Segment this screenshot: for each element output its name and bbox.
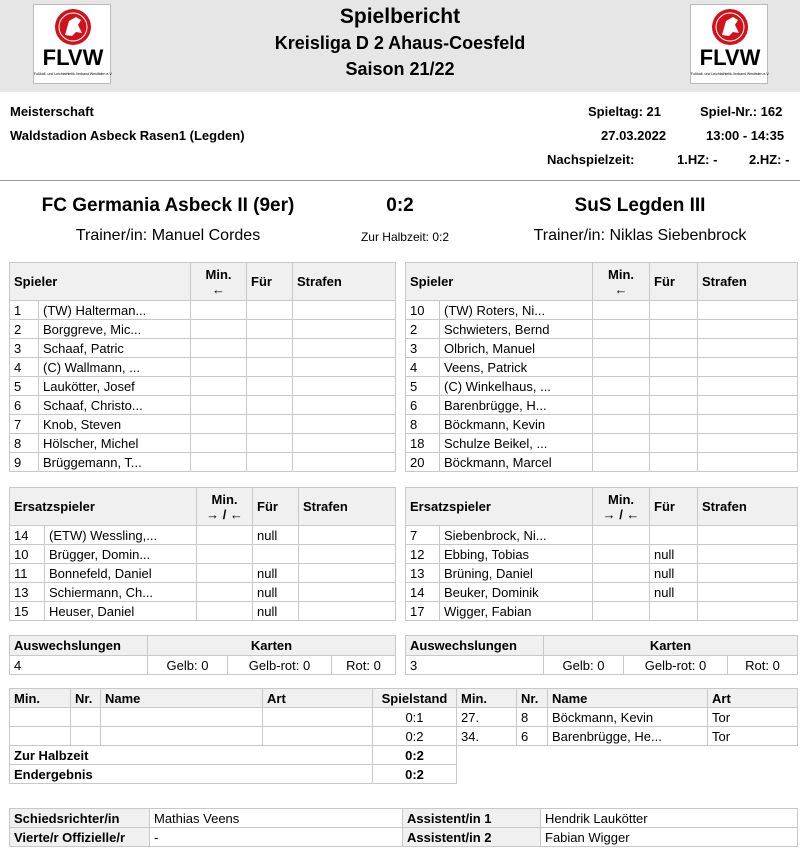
player-name: Böckmann, Kevin xyxy=(440,415,593,434)
player-number: 2 xyxy=(406,320,440,339)
empty-cell xyxy=(293,358,396,377)
player-name: (C) Wallmann, ... xyxy=(39,358,191,377)
player-name: Borggreve, Mic... xyxy=(39,320,191,339)
player-name: Olbrich, Manuel xyxy=(440,339,593,358)
col-penalties: Strafen xyxy=(698,488,798,526)
table-row xyxy=(10,453,396,472)
red-cards: Rot: 0 xyxy=(332,656,396,675)
empty-cell xyxy=(698,602,798,621)
table-row xyxy=(406,434,798,453)
col-name: Name xyxy=(548,689,708,708)
player-number: 18 xyxy=(406,434,440,453)
table-row xyxy=(406,545,798,564)
table-row xyxy=(406,396,798,415)
events-table xyxy=(9,688,798,784)
player-name: Schulze Beikel, ... xyxy=(440,434,593,453)
player-name: Brüning, Daniel xyxy=(440,564,593,583)
empty-cell xyxy=(698,415,798,434)
player-number: 17 xyxy=(406,602,440,621)
table-row xyxy=(10,396,396,415)
empty-cell xyxy=(698,301,798,320)
score-cell: 0:1 xyxy=(373,708,457,727)
empty-cell xyxy=(197,545,253,564)
svg-text:Fußball- und Leichtathletik-Ve: Fußball- und Leichtathletik-Verband Westfalen e.V. xyxy=(34,72,112,76)
home-coach: Trainer/in: Manuel Cordes xyxy=(75,227,261,244)
empty-cell xyxy=(247,301,293,320)
empty-cell xyxy=(698,564,798,583)
empty-cell xyxy=(698,339,798,358)
assistant2-label: Assistent/in 2 xyxy=(403,828,541,847)
player-number: 3 xyxy=(10,339,39,358)
assistant2-name: Fabian Wigger xyxy=(541,828,798,847)
empty-cell xyxy=(247,434,293,453)
player-name: (TW) Halterman... xyxy=(39,301,191,320)
subs-count-label: Auswechslungen xyxy=(406,636,544,656)
empty-cell xyxy=(191,301,247,320)
empty-cell xyxy=(247,396,293,415)
empty-cell xyxy=(197,526,253,545)
event-type: Tor xyxy=(708,727,798,746)
player-number: 12 xyxy=(406,545,440,564)
empty-cell xyxy=(698,377,798,396)
empty-cell xyxy=(650,434,698,453)
fourth-official-name: - xyxy=(150,828,403,847)
table-row xyxy=(406,564,798,583)
empty-cell xyxy=(293,396,396,415)
empty-cell xyxy=(650,396,698,415)
sub-for: null xyxy=(253,602,299,621)
officials-table xyxy=(9,808,798,847)
empty-cell xyxy=(593,583,650,602)
table-row xyxy=(10,545,396,564)
empty-cell xyxy=(293,339,396,358)
player-number: 6 xyxy=(10,396,39,415)
table-row xyxy=(10,377,396,396)
table-row xyxy=(10,727,798,746)
empty-cell xyxy=(593,434,650,453)
empty-cell xyxy=(593,526,650,545)
col-for: Für xyxy=(650,263,698,301)
player-name: Siebenbrock, Ni... xyxy=(440,526,593,545)
event-name: Barenbrügge, He... xyxy=(548,727,708,746)
sub-for xyxy=(650,602,698,621)
event-nr: 6 xyxy=(517,727,548,746)
subs-count: 3 xyxy=(406,656,544,675)
col-sub-player: Ersatzspieler xyxy=(406,488,593,526)
col-nr: Nr. xyxy=(71,689,101,708)
col-score: Spielstand xyxy=(373,689,457,708)
empty-cell xyxy=(299,583,396,602)
event-nr: 8 xyxy=(517,708,548,727)
empty-cell xyxy=(650,301,698,320)
empty-cell xyxy=(593,564,650,583)
table-row xyxy=(406,339,798,358)
player-number: 9 xyxy=(10,453,39,472)
empty-cell xyxy=(247,358,293,377)
empty-cell xyxy=(299,602,396,621)
empty-cell xyxy=(698,358,798,377)
player-name: Schwieters, Bernd xyxy=(440,320,593,339)
divider xyxy=(0,180,800,181)
player-name: Knob, Steven xyxy=(39,415,191,434)
player-name: (TW) Roters, Ni... xyxy=(440,301,593,320)
empty-cell xyxy=(197,564,253,583)
table-header xyxy=(10,263,396,301)
player-name: Schaaf, Christo... xyxy=(39,396,191,415)
empty-cell xyxy=(593,545,650,564)
player-name: Böckmann, Marcel xyxy=(440,453,593,472)
empty-cell xyxy=(698,396,798,415)
player-number: 1 xyxy=(10,301,39,320)
matchday: Spieltag: 21 xyxy=(588,104,661,119)
player-number: 2 xyxy=(10,320,39,339)
sub-for: null xyxy=(253,526,299,545)
sub-for: null xyxy=(253,583,299,602)
col-min: Min. → / ← xyxy=(593,488,650,526)
col-type: Art xyxy=(263,689,373,708)
col-min: Min. → / ← xyxy=(197,488,253,526)
empty-cell xyxy=(650,415,698,434)
player-name: Wigger, Fabian xyxy=(440,602,593,621)
col-for: Für xyxy=(253,488,299,526)
player-number: 4 xyxy=(10,358,39,377)
col-min: Min. ← xyxy=(191,263,247,301)
table-row xyxy=(10,301,396,320)
yellow-cards: Gelb: 0 xyxy=(544,656,624,675)
sub-for: null xyxy=(650,545,698,564)
empty-cell xyxy=(247,453,293,472)
empty-cell xyxy=(698,320,798,339)
table-row xyxy=(406,583,798,602)
match-date: 27.03.2022 xyxy=(601,128,667,143)
event-min: 27. xyxy=(457,708,517,727)
table-header xyxy=(10,488,396,526)
sub-for: null xyxy=(253,564,299,583)
away-coach: Trainer/in: Niklas Siebenbrock xyxy=(533,227,747,244)
empty-cell xyxy=(593,320,650,339)
table-row xyxy=(10,358,396,377)
player-number: 13 xyxy=(406,564,440,583)
player-name: Laukötter, Josef xyxy=(39,377,191,396)
home-subs-table xyxy=(9,487,396,621)
empty-cell xyxy=(293,453,396,472)
extra-time-hz2: 2.HZ: - xyxy=(749,152,790,167)
away-subs-cards-table xyxy=(405,635,798,675)
empty-cell xyxy=(197,602,253,621)
competition: Meisterschaft xyxy=(10,104,94,119)
empty-cell xyxy=(293,377,396,396)
player-number: 8 xyxy=(10,434,39,453)
red-cards: Rot: 0 xyxy=(728,656,798,675)
sub-for xyxy=(253,545,299,564)
home-subs-cards-table xyxy=(9,635,396,675)
subs-count: 4 xyxy=(10,656,148,675)
away-subs-table xyxy=(405,487,798,621)
player-number: 13 xyxy=(10,583,45,602)
player-number: 10 xyxy=(406,301,440,320)
yellow-red-cards: Gelb-rot: 0 xyxy=(624,656,728,675)
player-name: Bonnefeld, Daniel xyxy=(45,564,197,583)
referee-name: Mathias Veens xyxy=(150,809,403,828)
empty-cell xyxy=(698,434,798,453)
player-name: Barenbrügge, H... xyxy=(440,396,593,415)
player-name: Brügger, Domin... xyxy=(45,545,197,564)
empty-cell xyxy=(593,453,650,472)
empty-cell xyxy=(191,453,247,472)
svg-text:FLVW: FLVW xyxy=(699,45,761,70)
cards-label: Karten xyxy=(148,636,396,656)
player-number: 11 xyxy=(10,564,45,583)
yellow-cards: Gelb: 0 xyxy=(148,656,228,675)
league-title: Kreisliga D 2 Ahaus-Coesfeld xyxy=(274,33,526,53)
empty-cell xyxy=(593,602,650,621)
player-number: 5 xyxy=(10,377,39,396)
sub-for: null xyxy=(650,583,698,602)
player-name: Heuser, Daniel xyxy=(45,602,197,621)
table-row xyxy=(406,358,798,377)
table-row xyxy=(406,301,798,320)
empty-cell xyxy=(191,358,247,377)
empty-cell xyxy=(593,358,650,377)
player-name: (ETW) Wessling,... xyxy=(45,526,197,545)
empty-cell xyxy=(247,320,293,339)
table-row xyxy=(10,415,396,434)
empty-cell xyxy=(650,339,698,358)
empty-cell xyxy=(650,358,698,377)
assistant1-label: Assistent/in 1 xyxy=(403,809,541,828)
player-number: 7 xyxy=(406,526,440,545)
table-header xyxy=(406,263,798,301)
empty-cell xyxy=(299,526,396,545)
col-for: Für xyxy=(247,263,293,301)
empty-cell xyxy=(650,320,698,339)
sub-for: null xyxy=(650,564,698,583)
page-title: Spielbericht xyxy=(339,5,461,28)
empty-cell xyxy=(593,415,650,434)
table-header xyxy=(406,488,798,526)
empty-cell xyxy=(650,453,698,472)
col-min: Min. xyxy=(10,689,71,708)
venue: Waldstadion Asbeck Rasen1 (Legden) xyxy=(10,128,245,143)
event-min: 34. xyxy=(457,727,517,746)
final-score: 0:2 xyxy=(386,195,414,216)
empty-cell xyxy=(293,320,396,339)
svg-text:Fußball- und Leichtathletik-Ve: Fußball- und Leichtathletik-Verband Westfalen e.V. xyxy=(691,72,769,76)
extra-time-hz1: 1.HZ: - xyxy=(677,152,718,167)
col-penalties: Strafen xyxy=(299,488,396,526)
sub-for xyxy=(650,526,698,545)
cards-label: Karten xyxy=(544,636,798,656)
empty-cell xyxy=(197,583,253,602)
col-min: Min. xyxy=(457,689,517,708)
match-number: Spiel-Nr.: 162 xyxy=(700,104,783,119)
halftime-score: Zur Halbzeit: 0:2 xyxy=(360,230,450,244)
table-row xyxy=(10,602,396,621)
player-number: 7 xyxy=(10,415,39,434)
empty-cell xyxy=(593,377,650,396)
away-players-table xyxy=(405,262,798,472)
player-number: 8 xyxy=(406,415,440,434)
player-number: 20 xyxy=(406,453,440,472)
match-time: 13:00 - 14:35 xyxy=(706,128,785,143)
empty-cell xyxy=(698,545,798,564)
col-nr: Nr. xyxy=(517,689,548,708)
empty-cell xyxy=(650,377,698,396)
empty-cell xyxy=(191,377,247,396)
col-for: Für xyxy=(650,488,698,526)
flvw-logo-right xyxy=(690,4,768,84)
table-row xyxy=(10,526,396,545)
player-number: 6 xyxy=(406,396,440,415)
empty-cell xyxy=(191,339,247,358)
table-row xyxy=(10,583,396,602)
home-team-name: FC Germania Asbeck II (9er) xyxy=(41,195,295,216)
empty-cell xyxy=(247,377,293,396)
svg-text:FLVW: FLVW xyxy=(42,45,104,70)
player-name: Schaaf, Patric xyxy=(39,339,191,358)
empty-cell xyxy=(593,396,650,415)
empty-cell xyxy=(191,415,247,434)
col-penalties: Strafen xyxy=(293,263,396,301)
season-title: Saison 21/22 xyxy=(345,59,455,79)
col-min: Min. ← xyxy=(593,263,650,301)
flvw-logo-left xyxy=(33,4,111,84)
player-name: Hölscher, Michel xyxy=(39,434,191,453)
empty-cell xyxy=(293,434,396,453)
empty-cell xyxy=(247,415,293,434)
player-number: 14 xyxy=(406,583,440,602)
col-sub-player: Ersatzspieler xyxy=(10,488,197,526)
empty-cell xyxy=(293,415,396,434)
empty-cell xyxy=(293,301,396,320)
empty-cell xyxy=(698,526,798,545)
referee-label: Schiedsrichter/in xyxy=(10,809,150,828)
table-row xyxy=(10,564,396,583)
table-row xyxy=(10,434,396,453)
empty-cell xyxy=(191,434,247,453)
event-type: Tor xyxy=(708,708,798,727)
col-player: Spieler xyxy=(10,263,191,301)
empty-cell xyxy=(593,339,650,358)
player-number: 10 xyxy=(10,545,45,564)
empty-cell xyxy=(299,564,396,583)
yellow-red-cards: Gelb-rot: 0 xyxy=(228,656,332,675)
empty-cell xyxy=(191,396,247,415)
player-number: 5 xyxy=(406,377,440,396)
player-number: 4 xyxy=(406,358,440,377)
score-cell: 0:2 xyxy=(373,727,457,746)
table-row xyxy=(10,708,798,727)
table-row xyxy=(406,453,798,472)
assistant1-name: Hendrik Laukötter xyxy=(541,809,798,828)
title-block xyxy=(150,4,650,82)
col-name: Name xyxy=(101,689,263,708)
table-row xyxy=(10,320,396,339)
player-name: Beuker, Dominik xyxy=(440,583,593,602)
table-row xyxy=(406,526,798,545)
col-penalties: Strafen xyxy=(698,263,798,301)
extra-time-label: Nachspielzeit: xyxy=(547,152,635,167)
player-number: 14 xyxy=(10,526,45,545)
halftime-result: 0:2 xyxy=(373,746,457,765)
empty-cell xyxy=(247,339,293,358)
empty-cell xyxy=(299,545,396,564)
table-row xyxy=(10,339,396,358)
table-row xyxy=(406,415,798,434)
player-number: 15 xyxy=(10,602,45,621)
player-name: Brüggemann, T... xyxy=(39,453,191,472)
away-team-name: SuS Legden III xyxy=(574,195,706,216)
final-result: 0:2 xyxy=(373,765,457,784)
final-label: Endergebnis xyxy=(10,765,373,784)
table-row xyxy=(406,377,798,396)
col-player: Spieler xyxy=(406,263,593,301)
player-name: Veens, Patrick xyxy=(440,358,593,377)
player-name: Ebbing, Tobias xyxy=(440,545,593,564)
table-row xyxy=(406,320,798,339)
event-name: Böckmann, Kevin xyxy=(548,708,708,727)
player-name: (C) Winkelhaus, ... xyxy=(440,377,593,396)
halftime-label: Zur Halbzeit xyxy=(10,746,373,765)
home-players-table xyxy=(9,262,396,472)
empty-cell xyxy=(698,583,798,602)
empty-cell xyxy=(191,320,247,339)
empty-cell xyxy=(593,301,650,320)
empty-cell xyxy=(698,453,798,472)
table-row xyxy=(406,602,798,621)
player-number: 3 xyxy=(406,339,440,358)
player-name: Schiermann, Ch... xyxy=(45,583,197,602)
fourth-official-label: Vierte/r Offizielle/r xyxy=(10,828,150,847)
col-type: Art xyxy=(708,689,798,708)
subs-count-label: Auswechslungen xyxy=(10,636,148,656)
